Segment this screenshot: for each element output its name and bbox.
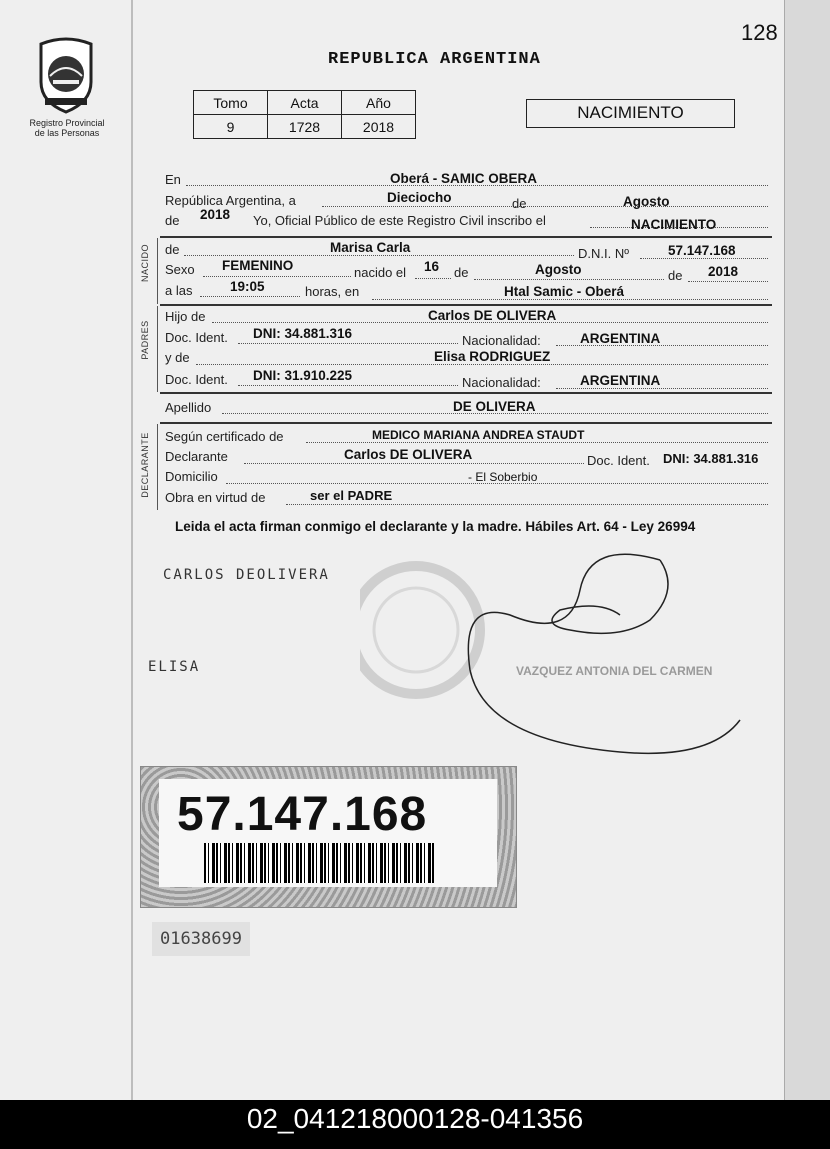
field-domicilio: - El Soberbio — [468, 470, 538, 484]
label-doc-ident: Doc. Ident. — [165, 372, 228, 387]
dotted-line — [556, 388, 768, 389]
page-number: 128 — [741, 20, 778, 45]
dotted-line — [244, 463, 584, 464]
dotted-line — [372, 299, 768, 300]
barcode-icon — [204, 843, 434, 883]
ref-value-tomo: 9 — [194, 115, 268, 139]
label-nacido-el: nacido el — [354, 265, 407, 280]
section-divider — [160, 422, 772, 424]
dotted-line — [286, 504, 768, 505]
section-label-declarante: DECLARANTE — [140, 432, 150, 498]
label-a-las: a las — [165, 283, 193, 298]
field-place: Oberá - SAMIC OBERA — [390, 171, 538, 186]
dni-sticker-number: 57.147.168 — [177, 788, 428, 841]
ref-value-acta: 1728 — [268, 115, 342, 139]
provincial-seal-icon — [33, 32, 99, 114]
section-divider — [160, 392, 772, 394]
dotted-line — [306, 442, 768, 443]
page-edge — [784, 0, 830, 1100]
section-divider — [160, 304, 772, 306]
field-mother-nationality: ARGENTINA — [580, 373, 661, 388]
label-hijo-de: Hijo de — [165, 309, 206, 324]
registry-label-line2: de las Personas — [34, 128, 100, 138]
section-label-padres: PADRES — [140, 320, 150, 360]
ref-header-tomo: Tomo — [194, 91, 268, 115]
field-month: Agosto — [623, 194, 670, 209]
label-sexo: Sexo — [165, 262, 195, 277]
label-doc-ident: Doc. Ident. — [165, 330, 228, 345]
section-line — [157, 306, 158, 392]
label-horas: horas, en — [305, 284, 360, 299]
field-certificado: MEDICO MARIANA ANDREA STAUDT — [372, 428, 585, 442]
dni-number-sticker — [140, 766, 517, 908]
label-republica: República Argentina, a — [165, 193, 296, 208]
label-en: En — [165, 172, 181, 187]
field-birth-day: 16 — [424, 259, 440, 274]
field-birth-place: Htal Samic - Oberá — [504, 284, 625, 299]
ref-header-acta: Acta — [268, 91, 342, 115]
label-declarante: Declarante — [165, 449, 228, 464]
serial-number: 01638699 — [152, 922, 250, 956]
section-divider — [160, 236, 772, 238]
field-inscription-type: NACIMIENTO — [631, 217, 717, 232]
registry-label — [12, 118, 122, 138]
dotted-line — [640, 258, 768, 259]
footer-filename: 02_041218000128-041356 — [0, 1100, 830, 1149]
label-doc-ident: Doc. Ident. — [587, 453, 650, 468]
label-de: de — [668, 268, 683, 283]
section-line — [157, 238, 158, 304]
field-obra: ser el PADRE — [310, 488, 393, 503]
dotted-line — [200, 296, 300, 297]
label-certificado: Según certificado de — [165, 429, 284, 444]
ref-header-ano: Año — [342, 91, 416, 115]
dotted-line — [238, 343, 458, 344]
dni-sticker-inner — [159, 779, 497, 887]
label-y-de: y de — [165, 350, 190, 365]
label-dni: D.N.I. Nº — [578, 246, 629, 261]
doc-type-box: NACIMIENTO — [526, 99, 735, 128]
dotted-line — [196, 364, 768, 365]
dotted-line — [688, 281, 768, 282]
label-obra: Obra en virtud de — [165, 490, 266, 505]
field-father-doc: DNI: 34.881.316 — [253, 326, 353, 341]
field-declarante-name: Carlos DE OLIVERA — [344, 447, 473, 462]
label-de-year: de — [165, 213, 180, 228]
field-year: 2018 — [200, 207, 231, 222]
label-nacionalidad: Nacionalidad: — [462, 333, 541, 348]
declarant-signature: CARLOS DEOLIVERA — [163, 567, 330, 583]
field-mother-doc: DNI: 31.910.225 — [253, 368, 353, 383]
field-declarante-doc: DNI: 34.881.316 — [663, 451, 759, 466]
field-child-dni: 57.147.168 — [668, 243, 736, 258]
section-label-nacido: NACIDO — [140, 244, 150, 283]
section-line — [157, 424, 158, 510]
field-child-name: Marisa Carla — [330, 240, 411, 255]
dotted-line — [203, 276, 351, 277]
dotted-line — [184, 255, 574, 256]
page-title: REPUBLICA ARGENTINA — [328, 50, 541, 69]
label-nacido-de: de — [165, 242, 180, 257]
field-birth-time: 19:05 — [230, 279, 265, 294]
official-stamp-name: VAZQUEZ ANTONIA DEL CARMEN — [516, 664, 713, 678]
field-apellido: DE OLIVERA — [453, 399, 536, 414]
label-oficial: Yo, Oficial Público de este Registro Civil inscribo el — [253, 213, 546, 228]
reference-table — [193, 90, 416, 139]
label-apellido: Apellido — [165, 400, 212, 415]
field-father-name: Carlos DE OLIVERA — [428, 308, 557, 323]
label-de: de — [454, 265, 469, 280]
field-birth-month: Agosto — [535, 262, 582, 277]
official-stamp-and-signature — [360, 530, 780, 760]
dotted-line — [474, 279, 664, 280]
label-nacionalidad: Nacionalidad: — [462, 375, 541, 390]
closing-statement: Leida el acta firman conmigo el declarante y la madre. Hábiles Art. 64 - Ley 26994 — [175, 519, 696, 534]
dotted-line — [415, 278, 451, 279]
field-mother-name: Elisa RODRIGUEZ — [434, 349, 551, 364]
left-margin-line — [131, 0, 133, 1100]
dotted-line — [322, 206, 768, 207]
mother-signature: ELISA — [148, 659, 201, 675]
label-de: de — [512, 196, 527, 211]
field-day-words: Dieciocho — [387, 190, 452, 205]
field-sexo: FEMENINO — [222, 258, 294, 273]
dotted-line — [238, 385, 458, 386]
field-birth-year: 2018 — [708, 264, 739, 279]
label-domicilio: Domicilio — [165, 469, 218, 484]
ref-value-ano: 2018 — [342, 115, 416, 139]
field-father-nationality: ARGENTINA — [580, 331, 661, 346]
registry-label-line1: Registro Provincial — [29, 118, 105, 128]
